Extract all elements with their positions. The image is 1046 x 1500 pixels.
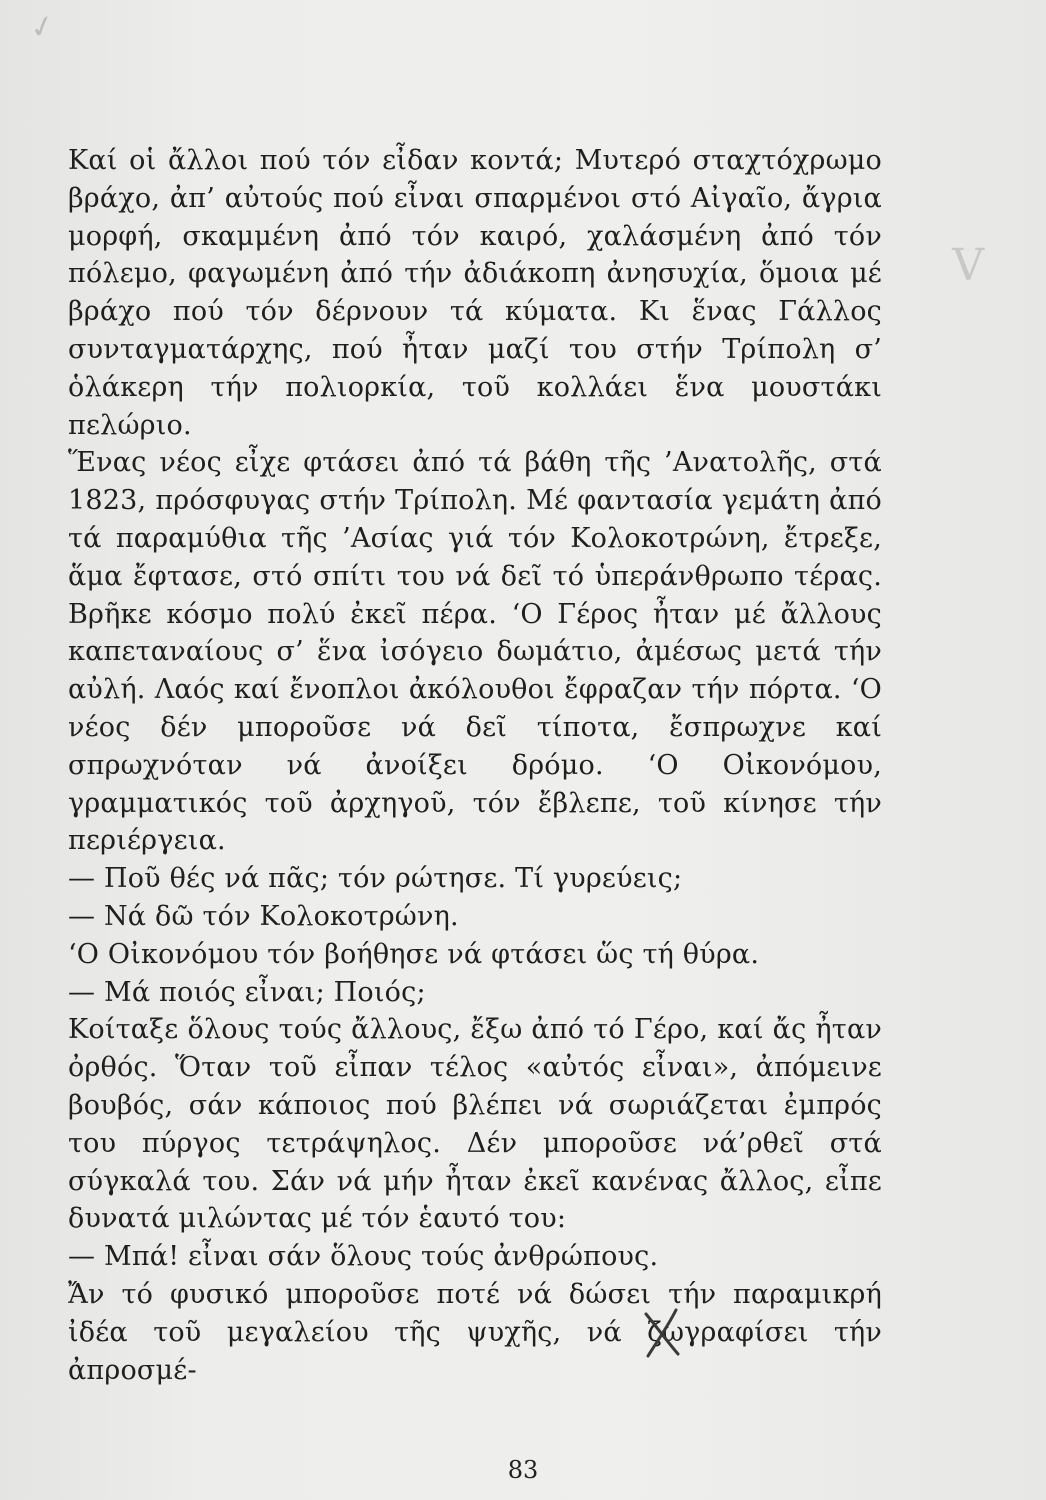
handwritten-x-mark (640, 1306, 684, 1360)
dialogue-line: — Ποῦ θές νά πᾶς; τόν ρώτησε. Τί γυρεύεις; (68, 863, 683, 895)
paragraph: Κοίταξε ὅλους τούς ἄλλους, ἔξω ἀπό τό Γέρο, καί ἄς ἦταν ὀρθός. Ὅταν τοῦ εἶπαν τέλος «αὐτός εἶναι», ἀπόμεινε βουβός, σάν κάποιος πού βλέπει νά σωριάζεται ἐμπρός του πύργος τετράψηλος. Δέν μποροῦσε νά’ρθεῖ στά σύγκαλά του. Σάν νά μήν ἦταν ἐκεῖ κανένας ἄλλος, εἶπε δυνατά μιλώντας μέ τόν ἑαυτό του: (68, 1014, 882, 1235)
paragraph: Ἕνας νέος εἶχε φτάσει ἀπό τά βάθη τῆς ’Ανατολῆς, στά 1823, πρόσφυγας στήν Τρίπολη. Μέ φαντασία γεμάτη ἀπό τά παραμύθια τῆς ’Ασίας γιά τόν Κολοκοτρώνη, ἔτρεξε, ἅμα ἔφτασε, στό σπίτι του νά δεῖ τό ὑπεράνθρωπο τέρας. Βρῆκε κόσμο πολύ ἐκεῖ πέρα. ‘Ο Γέρος ἦταν μέ ἄλλους καπεταναίους σ’ ἕνα ἰσόγειο δωμάτιο, ἀμέσως μετά τήν αὐλή. Λαός καί ἔνοπλοι ἀκόλουθοι ἔφραζαν τήν πόρτα. ‘Ο νέος δέν μποροῦσε νά δεῖ τίποτα, ἔσπρωχνε καί σπρωχνόταν νά ἀνοίξει δρόμο. ‘Ο Οἰκονόμου, γραμματικός τοῦ ἀρχηγοῦ, τόν ἔβλεπε, τοῦ κίνησε τήν περιέργεια. (68, 447, 882, 857)
corner-pencil-mark: ✓ (25, 7, 60, 48)
body-text (68, 142, 882, 1389)
paragraph: ‘Ο Οἰκονόμου τόν βοήθησε νά φτάσει ὥς τή θύρα. (68, 938, 760, 970)
bleed-through-mark: V (952, 240, 984, 291)
dialogue-line: — Μπά! εἶναι σάν ὅλους τούς ἀνθρώπους. (68, 1241, 659, 1273)
paragraph: Ἄν τό φυσικό μποροῦσε ποτέ νά δώσει τήν παραμικρή ἰδέα τοῦ μεγαλείου τῆς ψυχῆς, νά ζωγραφίσει τήν ἀπροσμέ- (68, 1278, 882, 1386)
dialogue-line: — Μά ποιός εἶναι; Ποιός; (68, 976, 426, 1008)
page-number: 83 (507, 1456, 539, 1484)
dialogue-line: — Νά δῶ τόν Κολοκοτρώνη. (68, 900, 459, 932)
paragraph: Καί οἱ ἄλλοι πού τόν εἶδαν κοντά; Μυτερό σταχτόχρωμο βράχο, ἀπ’ αὐτούς πού εἶναι σπαρμένοι στό Αἰγαῖο, ἄγρια μορφή, σκαμμένη ἀπό τόν καιρό, χαλάσμένη ἀπό τόν πόλεμο, φαγωμένη ἀπό τήν ἀδιάκοπη ἀνησυχία, ὅμοια μέ βράχο πού τόν δέρνουν τά κύματα. Κι ἕνας Γάλλος συνταγματάρχης, πού ἦταν μαζί του στήν Τρίπολη σ’ ὁλάκερη τήν πολιορκία, τοῦ κολλάει ἕνα μουστάκι πελώριο. (68, 145, 882, 441)
